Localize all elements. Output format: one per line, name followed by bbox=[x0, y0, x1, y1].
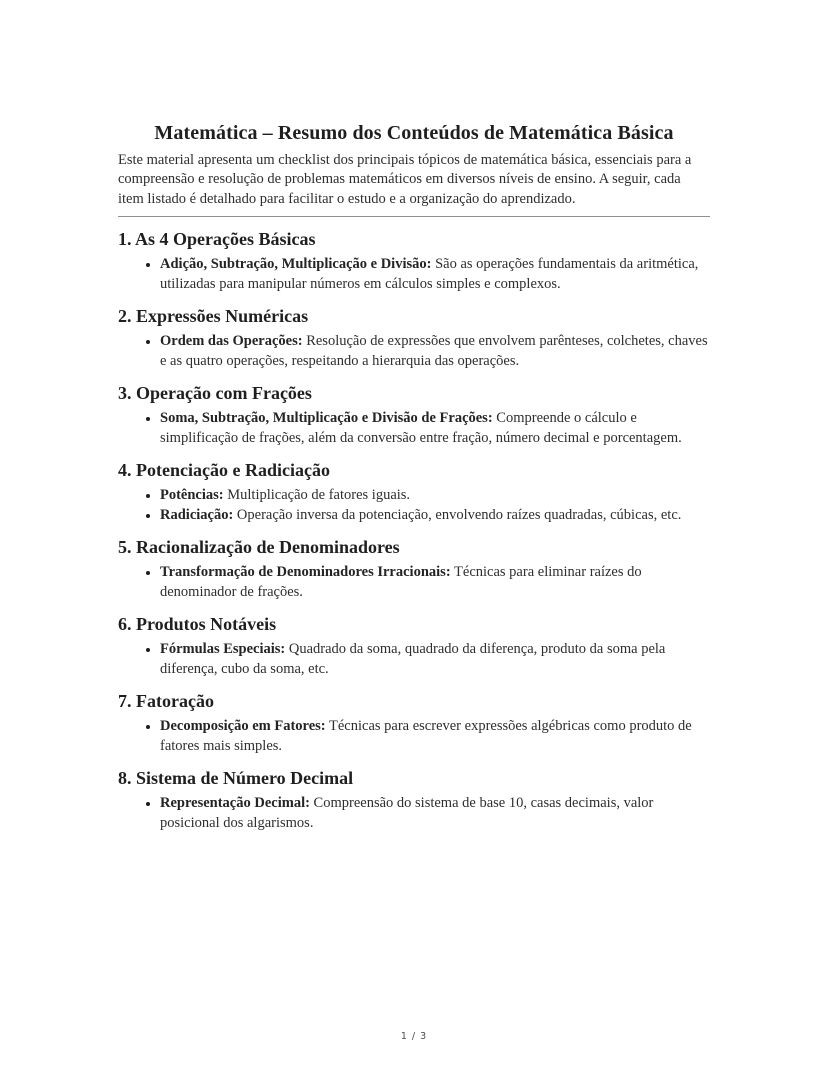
bullet-text: Compreende o cálculo e simplificação de frações, além da conversão entre fração, número decimal e porcentagem. bbox=[160, 410, 682, 447]
bullet-text: Técnicas para eliminar raízes do denominador de frações. bbox=[160, 564, 642, 601]
topic-section bbox=[118, 537, 710, 602]
bullet-item bbox=[160, 793, 710, 833]
page-number-indicator: 1 / 3 bbox=[400, 1031, 428, 1042]
bullet-text: Operação inversa da potenciação, envolvendo raízes quadradas, cúbicas, etc. bbox=[236, 507, 682, 524]
bullet-label: Potências: bbox=[160, 487, 224, 504]
topic-section bbox=[118, 383, 710, 448]
bullet-item bbox=[160, 716, 710, 756]
topic-section bbox=[118, 460, 710, 525]
topic-heading: 5. Racionalização de Denominadores bbox=[118, 537, 400, 558]
topic-section bbox=[118, 229, 710, 294]
topic-list bbox=[118, 793, 710, 833]
bullet-label: Transformação de Denominadores Irracionais: bbox=[160, 564, 451, 581]
bullet-item bbox=[160, 505, 710, 525]
topic-list bbox=[118, 254, 710, 294]
bullet-label: Representação Decimal: bbox=[160, 795, 310, 812]
topic-section bbox=[118, 768, 710, 833]
bullet-item bbox=[160, 254, 710, 294]
topic-list bbox=[118, 485, 710, 525]
bullet-text: Resolução de expressões que envolvem parênteses, colchetes, chaves e as quatro operações, respeitando a hierarquia das operações. bbox=[160, 333, 708, 370]
topic-heading: 4. Potenciação e Radiciação bbox=[118, 460, 330, 481]
bullet-text: Técnicas para escrever expressões algébricas como produto de fatores mais simples. bbox=[160, 718, 692, 755]
bullet-label: Decomposição em Fatores: bbox=[160, 718, 326, 735]
topic-heading: 8. Sistema de Número Decimal bbox=[118, 768, 354, 789]
bullet-item bbox=[160, 639, 710, 679]
topic-list bbox=[118, 331, 710, 371]
bullet-item bbox=[160, 408, 710, 448]
bullet-label: Fórmulas Especiais: bbox=[160, 641, 286, 658]
topic-list bbox=[118, 562, 710, 602]
topic-heading: 7. Fatoração bbox=[118, 691, 214, 712]
bullet-text: Quadrado da soma, quadrado da diferença, produto da soma pela diferença, cubo da soma, etc. bbox=[160, 641, 666, 678]
page-title: Matemática – Resumo dos Conteúdos de Matemática Básica bbox=[154, 122, 674, 144]
topic-heading: 6. Produtos Notáveis bbox=[118, 614, 277, 635]
topic-list bbox=[118, 716, 710, 756]
horizontal-divider bbox=[118, 216, 710, 217]
topic-heading: 2. Expressões Numéricas bbox=[118, 306, 309, 327]
bullet-label: Ordem das Operações: bbox=[160, 333, 303, 350]
topic-section bbox=[118, 614, 710, 679]
bullet-text: São as operações fundamentais da aritmética, utilizadas para manipular números em cálculos simples e complexos. bbox=[160, 256, 699, 293]
bullet-item bbox=[160, 485, 710, 505]
bullet-text: Compreensão do sistema de base 10, casas decimais, valor posicional dos algarismos. bbox=[160, 795, 654, 832]
topic-section bbox=[118, 306, 710, 371]
sections-container bbox=[118, 229, 710, 833]
bullet-item bbox=[160, 562, 710, 602]
topic-list bbox=[118, 639, 710, 679]
topic-list bbox=[118, 408, 710, 448]
bullet-text: Multiplicação de fatores iguais. bbox=[227, 487, 411, 504]
intro-paragraph: Este material apresenta um checklist dos principais tópicos de matemática básica, essenciais para a compreensão e resolução de problemas matemáticos em diversos níveis de ensino. A seguir, cada item listado é detalhado para facilitar o estudo e a organização do aprendizado. bbox=[118, 151, 692, 207]
bullet-label: Radiciação: bbox=[160, 507, 234, 524]
bullet-item bbox=[160, 331, 710, 371]
bullet-label: Soma, Subtração, Multiplicação e Divisão de Frações: bbox=[160, 410, 493, 427]
topic-heading: 1. As 4 Operações Básicas bbox=[118, 229, 316, 250]
topic-section bbox=[118, 691, 710, 756]
topic-heading: 3. Operação com Frações bbox=[118, 383, 312, 404]
bullet-label: Adição, Subtração, Multiplicação e Divisão: bbox=[160, 256, 432, 273]
